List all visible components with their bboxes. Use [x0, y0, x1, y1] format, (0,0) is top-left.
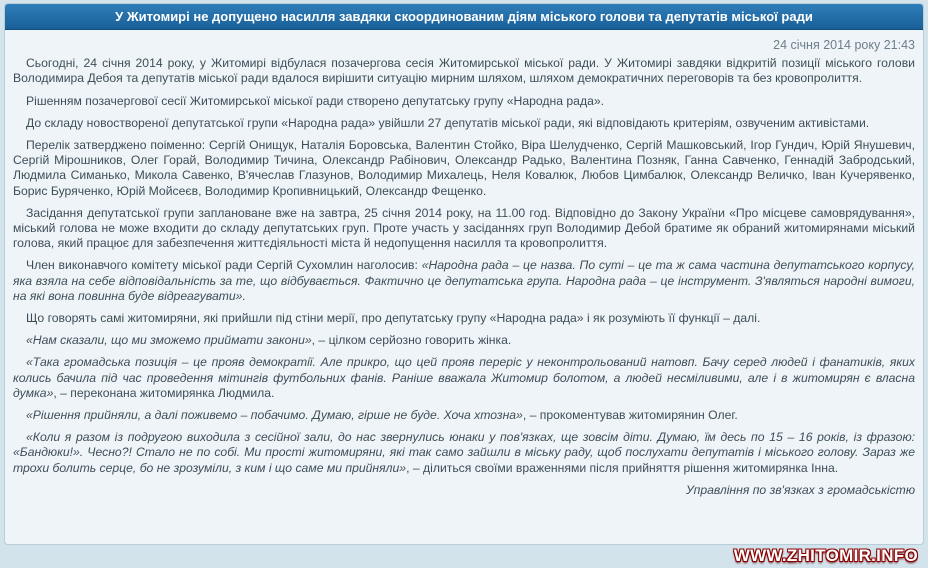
paragraph-text: Сьогодні, 24 січня 2014 року, у Житомирі відбулася позачергова сесія Житомирської міської ради. У Житомирі завдяки відкритій позиції міського голови Володимира Дебоя та депутатів міської ради вдалося вирішити ситуацію мирним шляхом, шляхом демократичних переговорів та без кровопролиття. — [13, 56, 915, 86]
quote-text: «Рішення прийняли, а далі поживемо – побачимо. Думаю, гірше не буде. Хоча хтозна» — [26, 408, 523, 423]
paragraph-text: , – прокоментував житомирянин Олег. — [522, 408, 738, 423]
paragraph-quote-woman — [13, 333, 915, 348]
article-title: У Житомирі не допущено насилля завдяки скоординованим діям міського голови та депутатів міської ради — [5, 4, 923, 30]
paragraph-text: Що говорять самі житомиряни, які прийшли під стіни мерії, про депутатську групу «Народна рада» і як розуміють її функції – далі. — [26, 311, 761, 326]
quote-text: «Коли я разом із подругою виходила з сесійної зали, до нас звернулись юнаки у пов'язках, ще зовсім діти. Думаю, їм десь по 15 – 16 років, із фразою: «Бандюки!». Чесно?! Стало не по собі. Ми прості житомиряни, які так само зайшли в міську раду, щоб послухати депутатів і міського голову. Зараз же трохи болить серце, бо не зрозуміли, з ким і що саме ми прийняли» — [13, 430, 915, 475]
paragraph-text: , – ділиться своїми враженнями після прийняття рішення житомирянка Інна. — [406, 460, 839, 475]
quote-text: «Така громадська позиція – це прояв демократії. Але прикро, що цей прояв переріс у неконтрольований натовп. Бачу серед людей і фанатиків, яких колись бачила під час проведення мітингів футбольних фанів. Раніше вважала Житомир болотом, а людей несміливими, але і в житомирян є власна думка» — [13, 355, 915, 400]
paragraph-text: Перелік затверджено поіменно: Сергій Онищук, Наталія Боровська, Валентин Стойко, Віра Шелудченко, Сергій Машковський, Ігор Гундич, Юрій Янушевич, Сергій Мірошников, Олег Горай, Володимир Тичина, Олександр Рабінович, Олександр Радько, Валентина Позняк, Ганна Савченко, Геннадій Забродський, Людмила Симанько, Микола Савенко, В'ячеслав Глазунов, Володимир Михалець, Неля Ковалюк, Любов Цимбалюк, Олександр Величко, Іван Кучерявенко, Борис Буряченко, Юрій Мойсеєв, Володимир Кропивницький, Олександр Фещенко. — [13, 138, 915, 198]
paragraph-text: Член виконавчого комітету міської ради Сергій Сухомлин наголосив: — [26, 258, 422, 273]
paragraph-member-list — [13, 138, 915, 199]
paragraph-quote-lyudmyla — [13, 355, 915, 401]
paragraph-text: Рішенням позачергової сесії Житомирської міської ради створено депутатську групу «Народна рада». — [26, 93, 605, 108]
article-date: 24 січня 2014 року 21:43 — [773, 38, 915, 52]
quote-text: «Нам сказали, що ми зможемо приймати закони» — [26, 333, 312, 348]
site-watermark: WWW.ZHITOMIR.INFO — [733, 546, 918, 565]
paragraph-meeting — [13, 206, 915, 252]
paragraph-quote-inna — [13, 430, 915, 476]
paragraph-residents-intro — [13, 311, 915, 326]
paragraph-quote-oleh — [13, 408, 915, 423]
paragraph-decision — [13, 94, 915, 109]
paragraph-text: Засідання депутатської групи заплановане вже на завтра, 25 січня 2014 року, на 11.00 год. Відповідно до Закону України «Про місцеве самоврядування», міський голова не може входити до складу депутатських груп. Проте участь у засіданнях груп Володимир Дебой братиме як обраний житомирянами міський голова, який працює для забезпечення життєдіяльності міста й недопущення насилля та кровопролиття. — [13, 205, 915, 251]
paragraph-text: , – цілком серйозно говорить жінка. — [311, 333, 512, 348]
article-panel — [4, 3, 924, 545]
paragraph-intro — [13, 56, 915, 86]
paragraph-composition — [13, 116, 915, 131]
paragraph-text: , – переконана житомирянка Людмила. — [53, 385, 275, 400]
article-body — [5, 38, 923, 498]
article-signature: Управління по зв'язках з громадськістю — [685, 482, 915, 497]
paragraph-sukhomlyn-quote — [13, 258, 915, 304]
quote-text: «Народна рада – це назва. По суті – це та ж сама частина депутатського корпусу, яка взяла на себе відповідальність за те, що відбувається. Фактично це депутатська група. Народна рада – це інструмент. З'являться народні вимоги, на які вона повинна буде відреагувати». — [13, 258, 915, 303]
paragraph-text: До складу новоствореної депутатської групи «Народна рада» увійшли 27 депутатів міської ради, які відповідають критеріям, озвученим активістами. — [26, 115, 870, 130]
